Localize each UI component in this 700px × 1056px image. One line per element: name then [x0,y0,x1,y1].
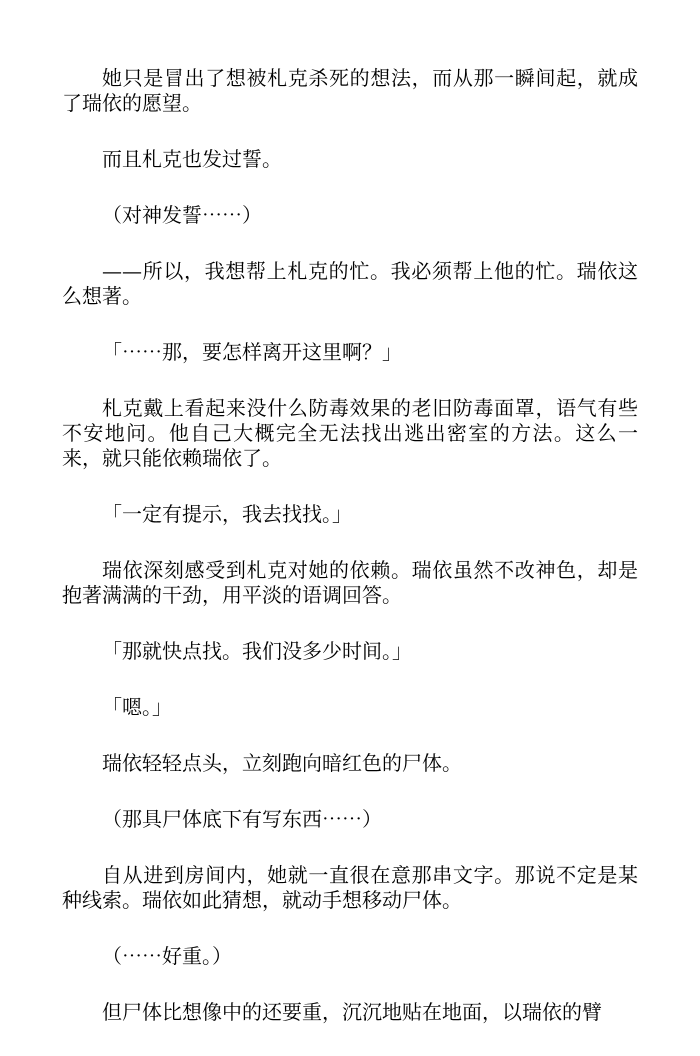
paragraph-10: 「嗯。」 [102,695,172,719]
paragraph-14: （⋯⋯好重。） [102,944,232,968]
paragraph-2: 而且札克也发过誓。 [102,147,282,171]
paragraph-8: 瑞依深刻感受到札克对她的依赖。瑞依虽然不改神色，却是抱著满满的干劲，用平淡的语调回答。 [62,558,638,607]
paragraph-15: 但尸体比想像中的还要重，沉沉地贴在地面，以瑞依的臂 [102,1000,602,1024]
paragraph-11: 瑞依轻轻点头，立刻跑向暗红色的尸体。 [102,751,462,775]
paragraph-13: 自从进到房间内，她就一直很在意那串文字。那说不定是某种线索。瑞依如此猜想，就动手想移动尸体。 [62,863,638,912]
paragraph-6: 札克戴上看起来没什么防毒效果的老旧防毒面罩，语气有些不安地问。他自己大概完全无法找出逃出密室的方法。这么一来，就只能依赖瑞依了。 [62,396,638,470]
paragraph-7: 「一定有提示，我去找找。」 [102,502,352,526]
paragraph-12: （那具尸体底下有写东西⋯⋯） [102,807,382,831]
paragraph-1: 她只是冒出了想被札克杀死的想法，而从那一瞬间起，就成了瑞依的愿望。 [62,66,638,115]
paragraph-5: 「⋯⋯那，要怎样离开这里啊？」 [102,340,402,364]
novel-page [62,66,638,1056]
paragraph-3: （对神发誓⋯⋯） [102,203,262,227]
paragraph-9: 「那就快点找。我们没多少时间。」 [102,639,412,663]
paragraph-4: ——所以，我想帮上札克的忙。我必须帮上他的忙。瑞依这么想著。 [62,259,638,308]
